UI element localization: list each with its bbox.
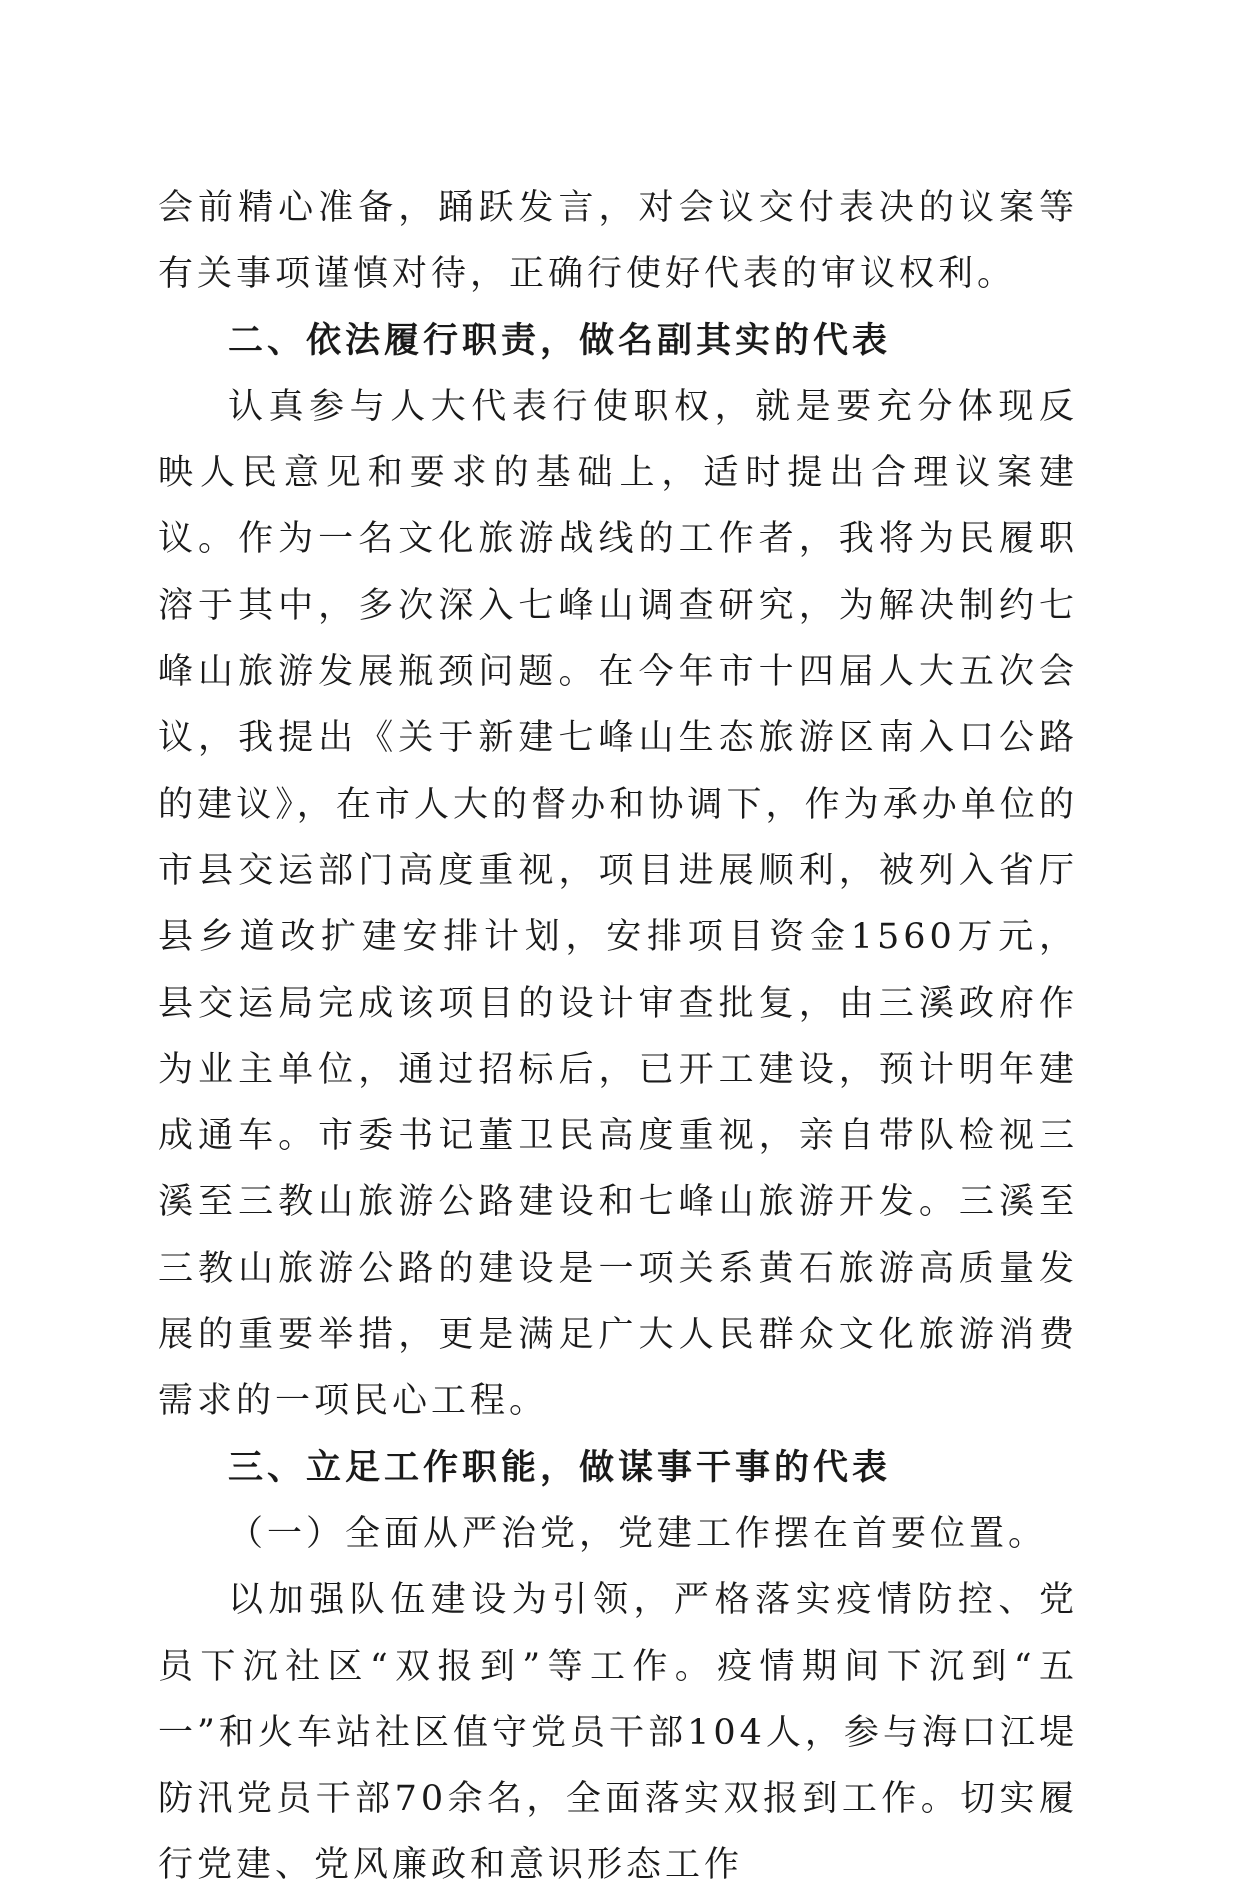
paragraph-continuation: 会前精心准备，踊跃发言，对会议交付表决的议案等有关事项谨慎对待，正确行使好代表的审议权利。	[158, 188, 1078, 295]
paragraph-duty-performance: 认真参与人大代表行使职权，就是要充分体现反映人民意见和要求的基础上，适时提出合理议案建议。作为一名文化旅游战线的工作者，我将为民履职溶于其中，多次深入七峰山调查研究，为解决制约七峰山旅游发展瓶颈问题。在今年市十四届人大五次会议，我提出《关于新建七峰山生态旅游区南入口公路的建议》，在市人大的督办和协调下，作为承办单位的市县交运部门高度重视，项目进展顺利，被列入省厅县乡道改扩建安排计划，安排项目资金1560万元，县交运局完成该项目的设计审查批复，由三溪政府作为业主单位，通过招标后，已开工建设，预计明年建成通车。市委书记董卫民高度重视，亲自带队检视三溪至三教山旅游公路建设和七峰山旅游开发。三溪至三教山旅游公路的建设是一项关系黄石旅游高质量发展的重要举措，更是满足广大人民群众文化旅游消费需求的一项民心工程。	[158, 386, 1078, 1422]
section-heading-3: 三、立足工作职能，做谋事干事的代表	[228, 1447, 892, 1488]
section-heading-2: 二、依法履行职责，做名副其实的代表	[228, 320, 892, 361]
paragraph-party-building: 以加强队伍建设为引领，严格落实疫情防控、党员下沉社区“双报到”等工作。疫情期间下沉到“五一”和火车站社区值守党员干部104人，参与海口江堤防汛党员干部70余名，全面落实双报到工作。切实履行党建、党风廉政和意识形态工作	[158, 1580, 1078, 1886]
document-body	[158, 175, 1078, 1899]
subsection-heading-1: （一）全面从严治党，党建工作摆在首要位置。	[228, 1513, 1048, 1554]
